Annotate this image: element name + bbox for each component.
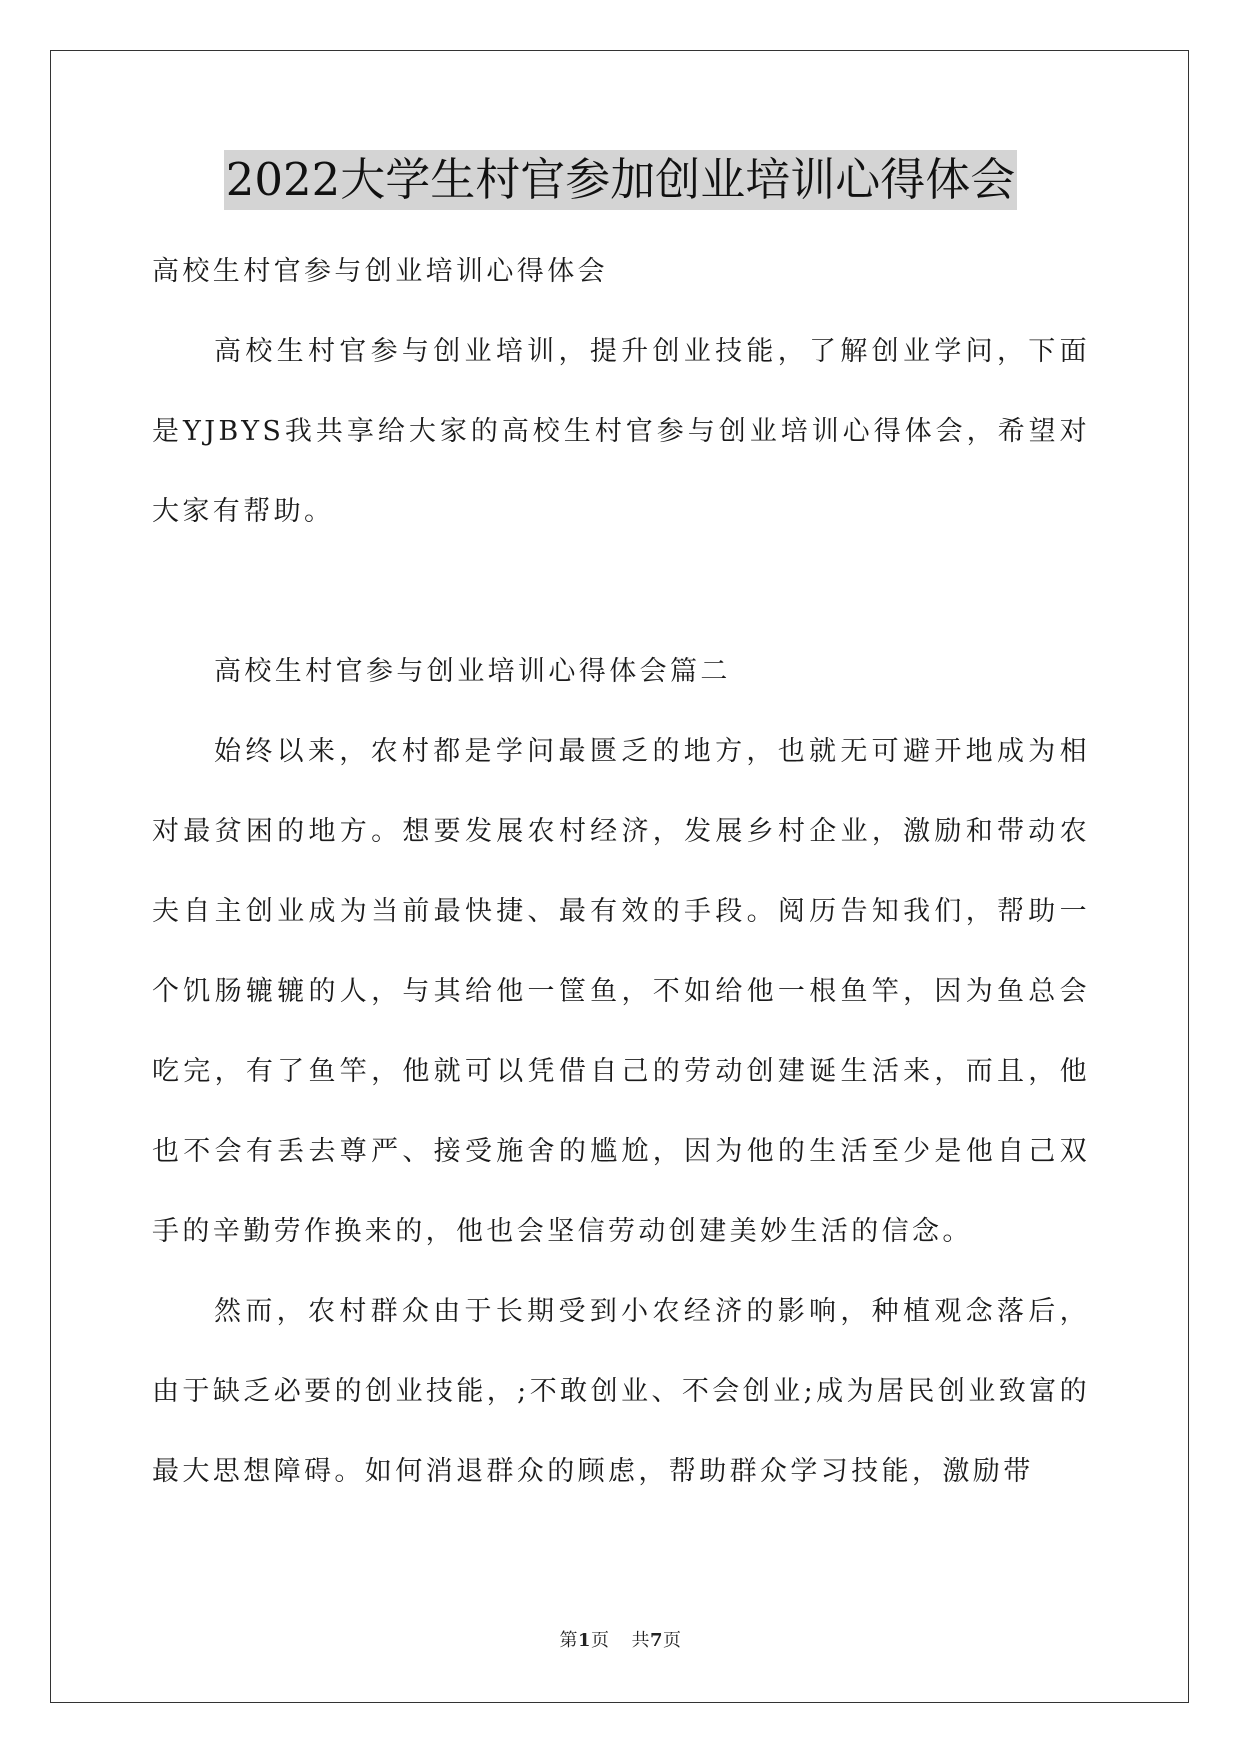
total-prefix: 共 xyxy=(631,1630,650,1651)
page-total: 7 xyxy=(650,1630,664,1651)
total-suffix: 页 xyxy=(663,1630,682,1651)
blank-line xyxy=(152,552,1090,632)
document-title: 2022大学生村官参加创业培训心得体会 xyxy=(224,150,1018,210)
document-subtitle: 高校生村官参与创业培训心得体会 xyxy=(152,256,608,287)
document-body xyxy=(152,232,1090,1512)
page-current: 1 xyxy=(577,1630,591,1651)
page-footer xyxy=(0,1626,1241,1652)
section-heading: 高校生村官参与创业培训心得体会篇二 xyxy=(214,656,731,687)
page-prefix: 第 xyxy=(559,1630,578,1651)
paragraph-body-1: 始终以来，农村都是学问最匮乏的地方，也就无可避开地成为相对最贫困的地方。想要发展农村经济，发展乡村企业，激励和带动农夫自主创业成为当前最快捷、最有效的手段。阅历告知我们，帮助一个饥肠辘辘的人，与其给他一筐鱼，不如给他一根鱼竿，因为鱼总会吃完，有了鱼竿，他就可以凭借自己的劳动创建诞生活来，而且，他也不会有丢去尊严、接受施舍的尴尬，因为他的生活至少是他自己双手的辛勤劳作换来的，他也会坚信劳动创建美妙生活的信念。 xyxy=(152,736,1090,1247)
title-container xyxy=(0,150,1241,210)
paragraph-body-2: 然而，农村群众由于长期受到小农经济的影响，种植观念落后，由于缺乏必要的创业技能，;不敢创业、不会创业;成为居民创业致富的最大思想障碍。如何消退群众的顾虑，帮助群众学习技能，激励带 xyxy=(152,1296,1090,1487)
page-suffix: 页 xyxy=(591,1630,610,1651)
paragraph-intro: 高校生村官参与创业培训，提升创业技能，了解创业学问，下面是YJBYS我共享给大家的高校生村官参与创业培训心得体会，希望对大家有帮助。 xyxy=(152,336,1090,527)
